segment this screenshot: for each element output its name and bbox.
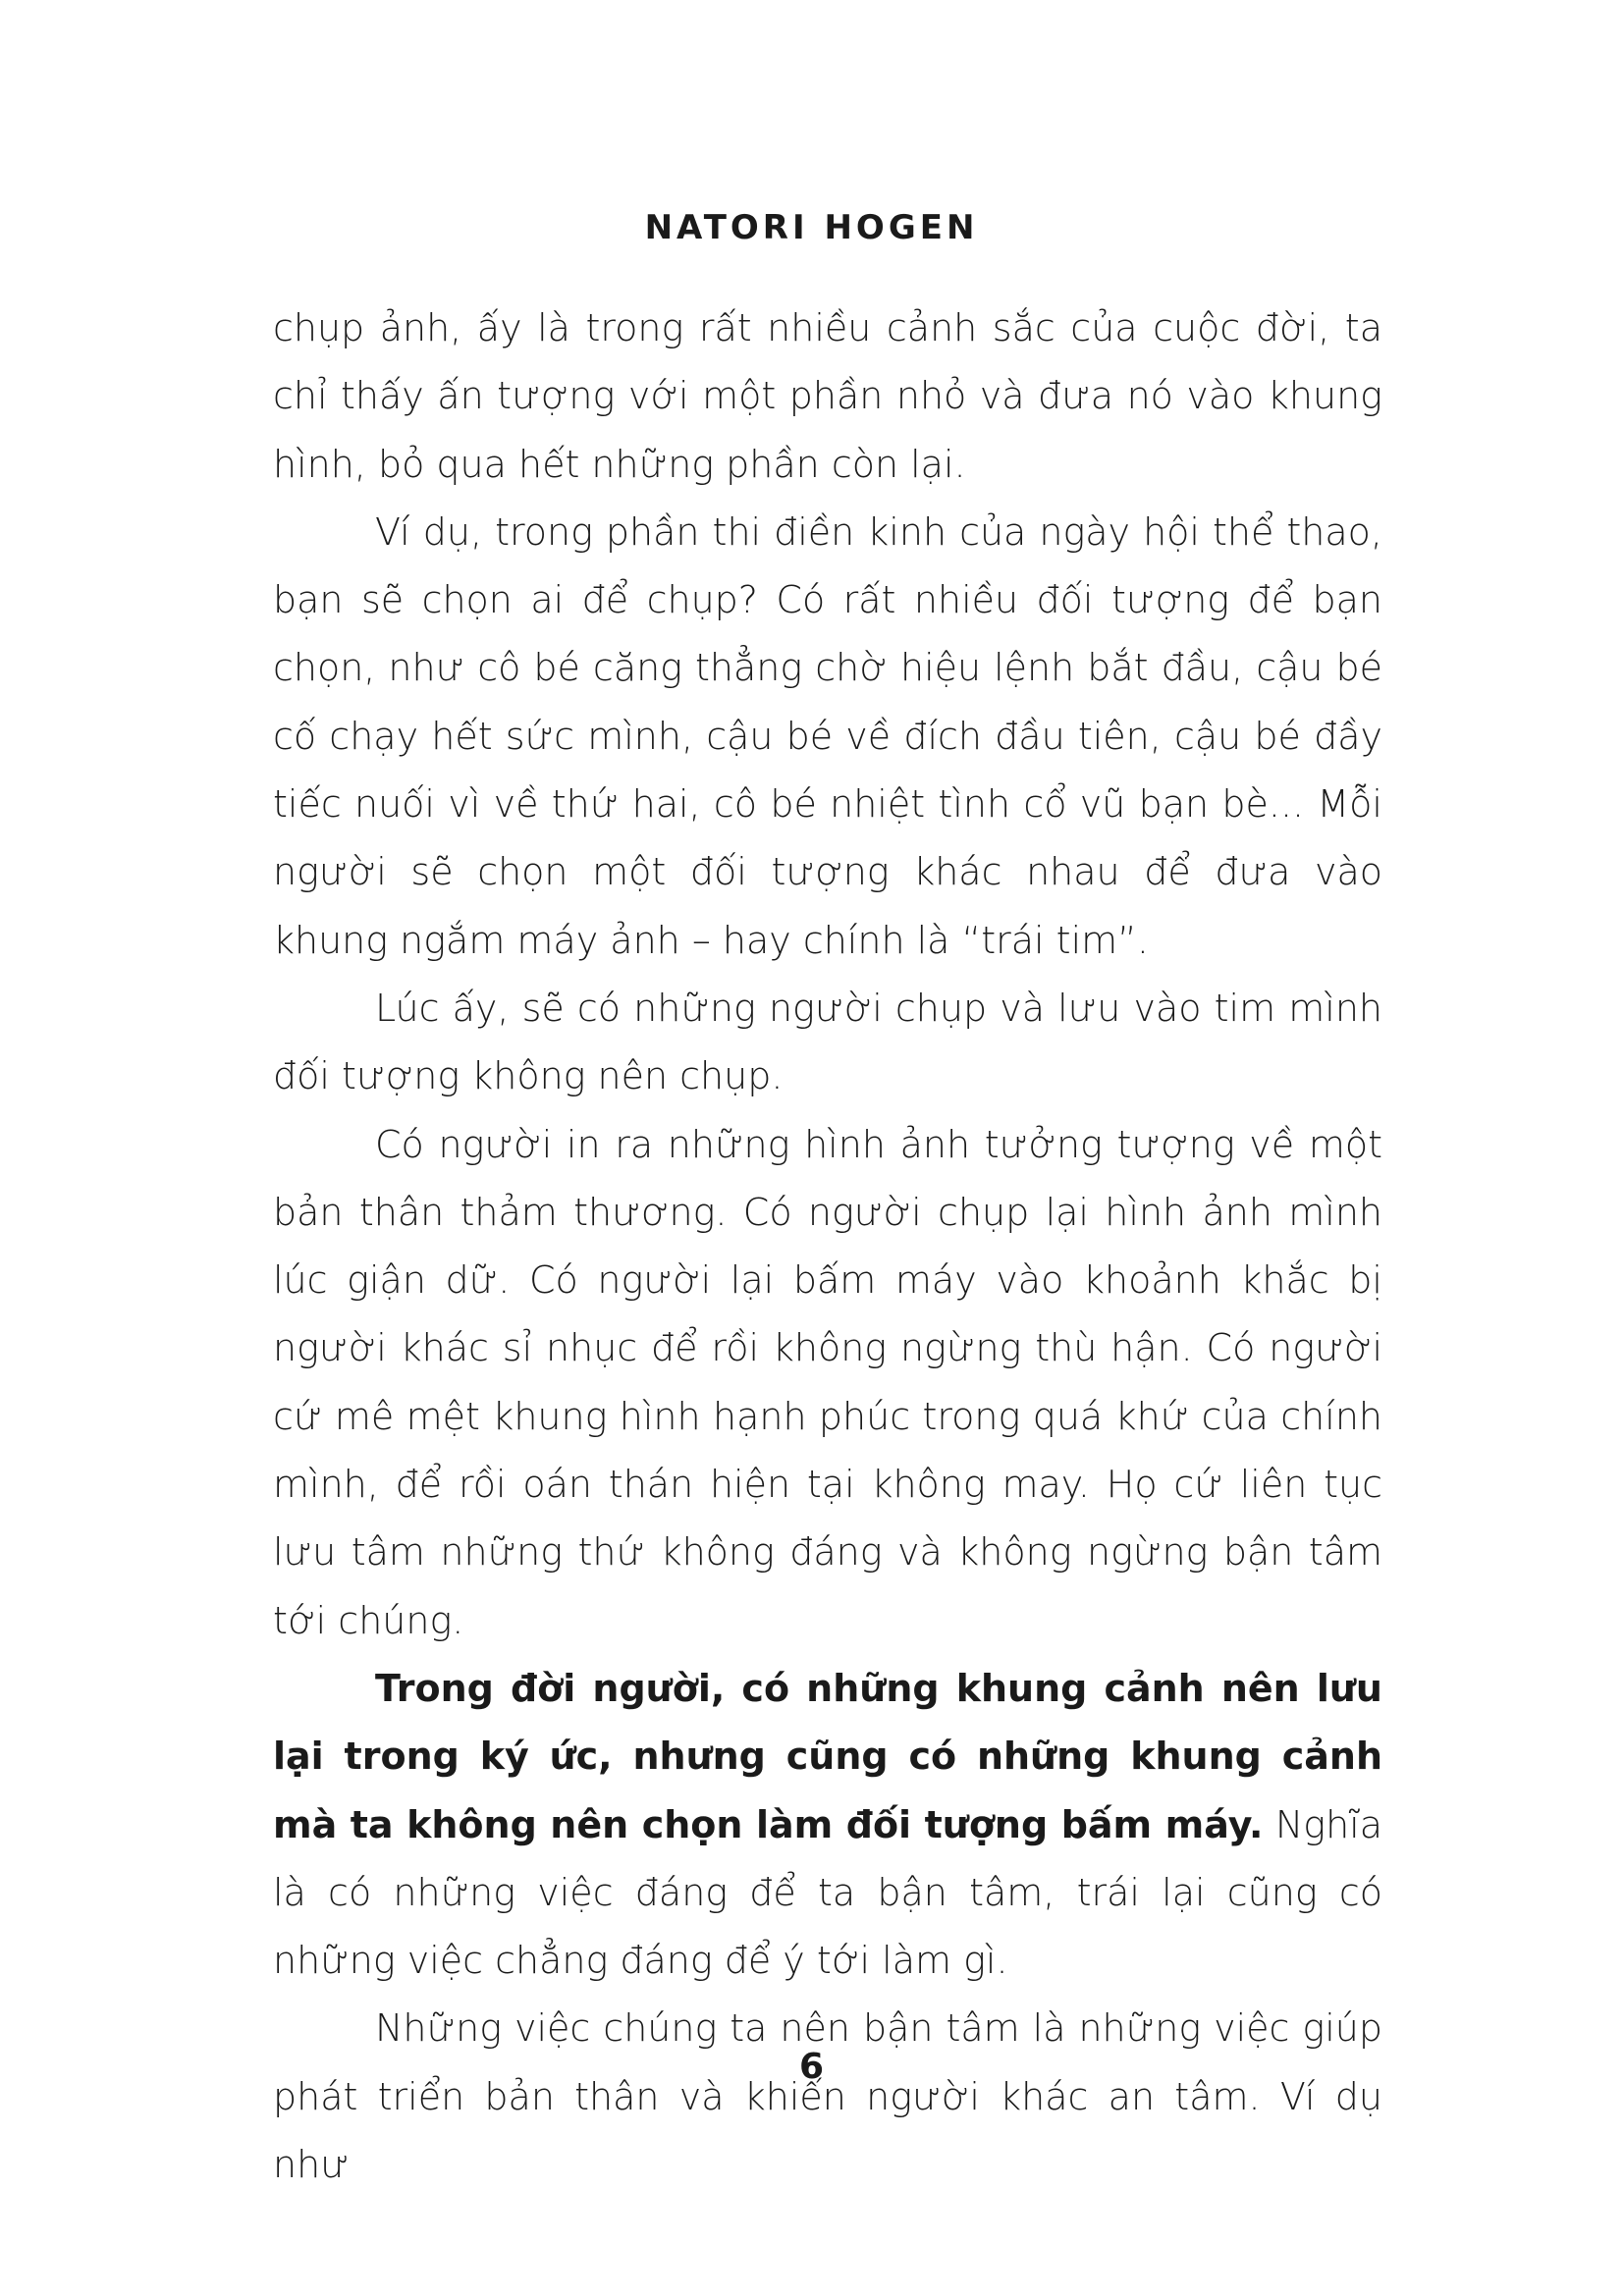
paragraph-2 [273, 499, 1382, 975]
paragraph-3 [273, 975, 1382, 1111]
running-header: NATORI HOGEN [644, 208, 979, 247]
paragraph-text: Có người in ra những hình ảnh tưởng tượng về một bản thân thảm thương. Có người chụp lại hình ảnh mình lúc giận dữ. Có người lại bấm máy vào khoảnh khắc bị người khác sỉ nhục để rồi không ngừng thù hận. Có người cứ mê mệt khung hình hạnh phúc trong quá khứ của chính mình, để rồi oán thán hiện tại không may. Họ cứ liên tục lưu tâm những thứ không đáng và không ngừng bận tâm tới chúng. [273, 1122, 1382, 1642]
paragraph-text: Nghĩa là có những việc đáng để ta bận tâm, trái lại cũng có những việc chẳng đáng để ý tới làm gì. [273, 1802, 1382, 1983]
paragraph-4 [273, 1111, 1382, 1655]
body-text [273, 294, 1382, 2199]
paragraph-text: chụp ảnh, ấy là trong rất nhiều cảnh sắc của cuộc đời, ta chỉ thấy ấn tượng với một phần nhỏ và đưa nó vào khung hình, bỏ qua hết những phần còn lại. [273, 306, 1382, 486]
paragraph-text: Ví dụ, trong phần thi điền kinh của ngày hội thể thao, bạn sẽ chọn ai để chụp? Có rất nhiều đối tượng để bạn chọn, như cô bé căng thẳng chờ hiệu lệnh bắt đầu, cậu bé cố chạy hết sức mình, cậu bé về đích đầu tiên, cậu bé đầy tiếc nuối vì về thứ hai, cô bé nhiệt tình cổ vũ bạn bè... Mỗi người sẽ chọn một đối tượng khác nhau để đưa vào khung ngắm máy ảnh – hay chính là “trái tim”. [273, 509, 1382, 962]
paragraph-5 [273, 1655, 1382, 1995]
paragraph-text: Lúc ấy, sẽ có những người chụp và lưu vào tim mình đối tượng không nên chụp. [273, 986, 1382, 1098]
paragraph-6 [273, 1995, 1382, 2199]
emphasis-text: Trong đời người, có những khung cảnh nên lưu lại trong ký ức, nhưng cũng có những khung cảnh mà ta không nên chọn làm đối tượng bấm máy. [273, 1666, 1382, 1846]
paragraph-text: Những việc chúng ta nên bận tâm là những việc giúp phát triển bản thân và khiến người khác an tâm. Ví dụ như [273, 2006, 1382, 2187]
page-number: 6 [798, 2047, 825, 2087]
paragraph-1 [273, 294, 1382, 499]
